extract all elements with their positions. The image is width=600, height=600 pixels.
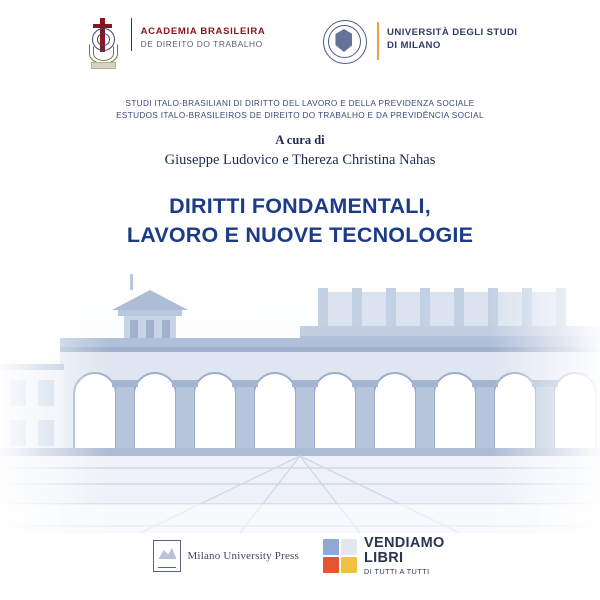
title-line-1: DIRITTI FONDAMENTALI, xyxy=(169,194,431,218)
unimi-logo-line1: UNIVERSITÀ DEGLI STUDI xyxy=(387,27,518,38)
academia-brasileira-logo xyxy=(83,18,266,70)
book-logo-icon xyxy=(153,540,181,572)
university-crest-icon xyxy=(323,20,367,64)
page-title xyxy=(0,192,600,250)
academia-logo-line1: ACADEMIA BRASILEIRA xyxy=(140,26,266,37)
editors-label: A cura di xyxy=(275,133,325,147)
publisher-row xyxy=(0,530,600,582)
milano-university-press-logo xyxy=(153,540,299,572)
unimi-logo-text xyxy=(387,18,517,52)
distributor-line3: DI TUTTI A TUTTI xyxy=(364,566,430,576)
series-line-portuguese: ESTUDOS ITALO-BRASILEIROS DE DIREITO DO TRABALHO E DA PREVIDÊNCIA SOCIAL xyxy=(116,110,484,120)
vendiamo-libri-logo xyxy=(321,533,447,580)
series-heading xyxy=(0,98,600,121)
editors-names: Giuseppe Ludovico e Thereza Christina Nahas xyxy=(164,152,436,168)
title-line-2: LAVORO E NUOVE TECNOLOGIE xyxy=(126,223,474,247)
cloister-colonnade-illustration xyxy=(0,268,600,533)
logo-divider xyxy=(377,22,379,60)
academia-logo-line2: DE DIREITO DO TRABALHO xyxy=(140,39,263,49)
distributor-text xyxy=(364,536,445,577)
editors-block xyxy=(0,132,600,170)
series-line-italian: STUDI ITALO-BRASILIANI DI DIRITTO DEL LAVORO E DELLA PREVIDENZA SOCIALE xyxy=(125,99,475,108)
unimi-logo-line2: DI MILANO xyxy=(387,39,441,51)
seal-cross-icon xyxy=(83,18,123,70)
distributor-line2: LIBRI xyxy=(364,549,404,566)
distributor-line1: VENDIAMO xyxy=(364,534,445,551)
logo-row xyxy=(0,18,600,80)
color-bars-icon xyxy=(323,539,357,573)
academia-logo-text xyxy=(131,18,266,51)
unimi-logo xyxy=(323,18,517,64)
publisher-name: Milano University Press xyxy=(187,550,299,562)
